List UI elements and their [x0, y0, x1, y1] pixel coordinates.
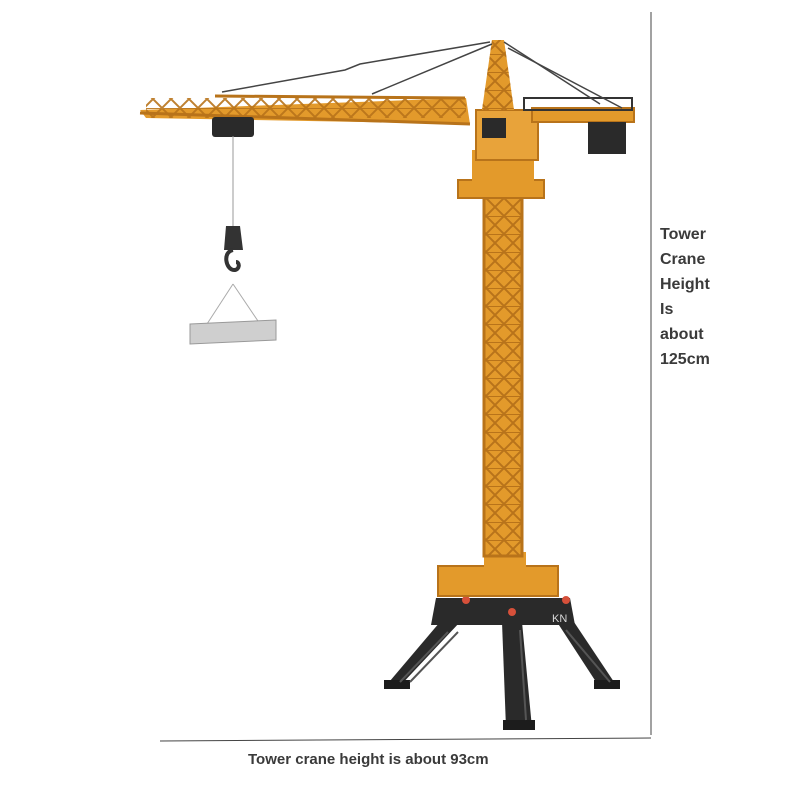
- suspended-load: [190, 320, 276, 344]
- height-annotation: [660, 222, 730, 372]
- height-word: about: [660, 326, 704, 343]
- trolley: [212, 117, 254, 137]
- slewing-unit: [438, 552, 558, 596]
- crane-base: [384, 596, 620, 730]
- operator-cabin: [476, 110, 538, 160]
- height-word: Tower: [660, 226, 706, 243]
- horizontal-dimension-line: [160, 738, 651, 741]
- height-word: 125cm: [660, 351, 710, 368]
- hook-block: [207, 136, 260, 324]
- watermark: KN: [552, 613, 568, 625]
- tower-top: [482, 40, 514, 110]
- height-word: Is: [660, 301, 674, 318]
- jib: [140, 96, 470, 124]
- width-annotation: Tower crane height is about 93cm: [248, 751, 489, 768]
- height-word: Crane: [660, 251, 706, 268]
- height-word: Height: [660, 276, 710, 293]
- tower-mast: [458, 150, 544, 556]
